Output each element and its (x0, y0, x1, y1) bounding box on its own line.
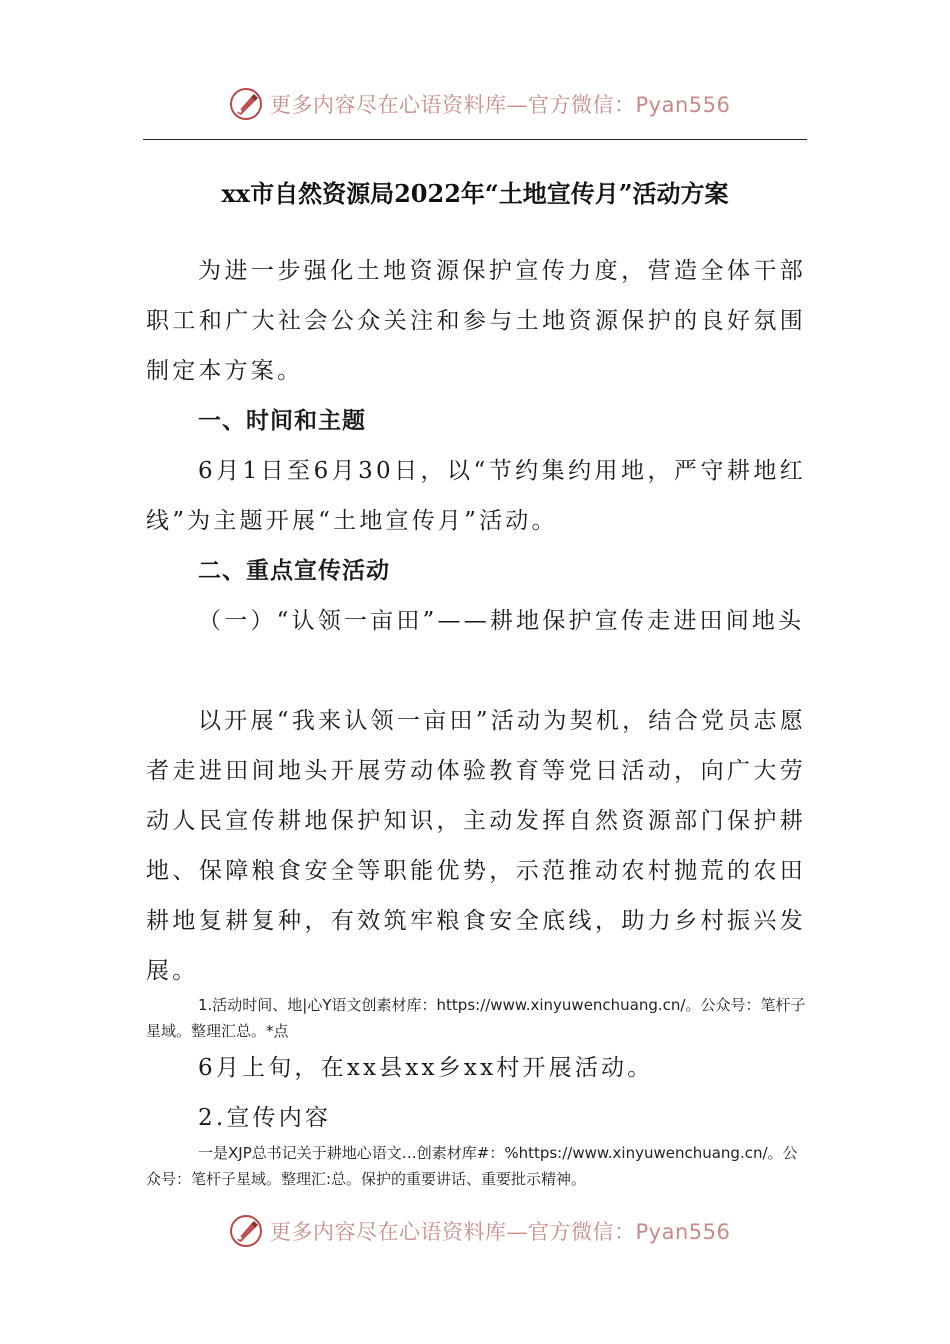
pen-nib-logo-icon (228, 86, 264, 122)
header-watermark-banner (228, 84, 730, 124)
banner-handle: Pyan556 (635, 1220, 731, 1244)
item1-body: 6月上旬，在xx县xx乡xx村开展活动。 (198, 1055, 654, 1081)
section1-heading: 一、时间和主题 (198, 408, 366, 434)
item1-note: 1.活动时间、地|心Y语文创素材库：https://www.xinyuwenchuang.cn/。公众号：笔杆子星域。整理汇总。*点 (146, 996, 806, 1040)
banner-text: 更多内容尽在心语资料库—官方微信：Pyan556 (270, 93, 731, 117)
intro-paragraph: 为进一步强化土地资源保护宣传力度，营造全体干部职工和广大社会公众关注和参与土地资源保护的良好氛围制定本方案。 (146, 258, 806, 384)
section1-body: 6月1日至6月30日，以“节约集约用地，严守耕地红线”为主题开展“土地宣传月”活动。 (146, 458, 806, 534)
document-title: xx市自然资源局2022年“土地宣传月”活动方案 (221, 179, 729, 208)
footer-watermark-banner (228, 1211, 730, 1251)
section2-heading: 二、重点宣传活动 (198, 558, 390, 584)
banner-text: 更多内容尽在心语资料库—官方微信：Pyan556 (270, 1220, 731, 1244)
item2-note: 一是XJP总书记关于耕地心语文…创素材库#：%https://www.xinyuwenchuang.cn/。公众号：笔杆子星域。整理汇:总。保护的重要讲话、重要批示精神。 (146, 1144, 798, 1188)
subsection1-heading: （一）“认领一亩田”——耕地保护宣传走进田间地头 (198, 608, 805, 634)
header-rule (143, 139, 807, 140)
subsection1-body: 以开展“我来认领一亩田”活动为契机，结合党员志愿者走进田间地头开展劳动体验教育等党日活动，向广大劳动人民宣传耕地保护知识，主动发挥自然资源部门保护耕地、保障粮食安全等职能优势，示范推动农村抛荒的农田耕地复耕复种，有效筑牢粮食安全底线，助力乡村振兴发展。 (146, 708, 806, 984)
pen-nib-logo-icon (228, 1213, 264, 1249)
item2-heading: 2.宣传内容 (198, 1105, 332, 1131)
banner-handle: Pyan556 (635, 93, 731, 117)
